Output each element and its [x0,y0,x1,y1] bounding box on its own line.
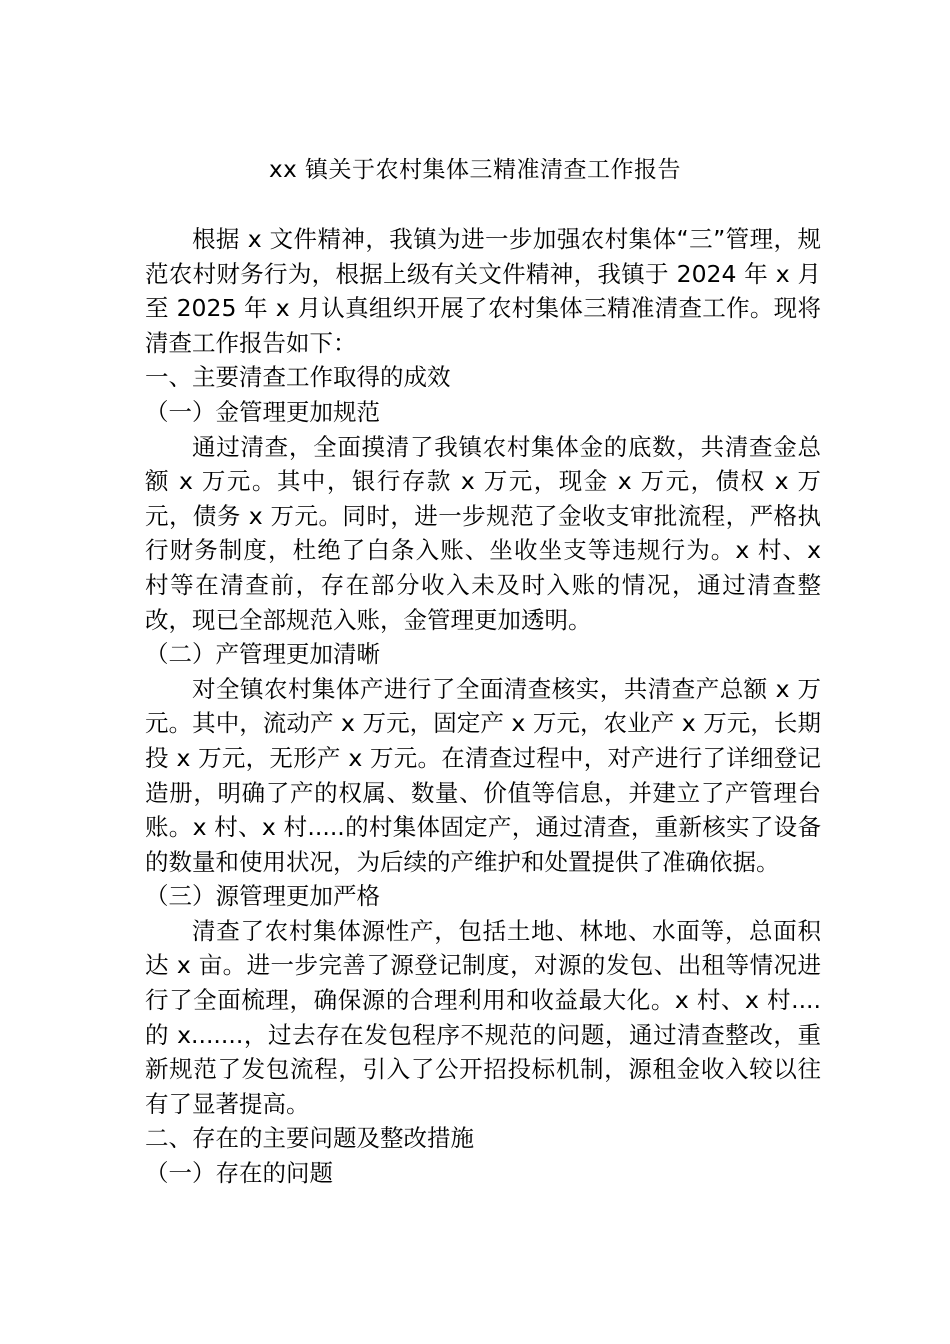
paragraph-asset-management: 对全镇农村集体产进行了全面清查核实，共清查产总额 x 万元。其中，流动产 x 万元，固定产 x 万元，农业产 x 万元，长期投 x 万元，无形产 x 万元。在清查过程中，对产进行了详细登记造册，明确了产的权属、数量、价值等信息，并建立了产管理台账。x 村、x 村.....的村集体固定产，通过清查，重新核实了设备的数量和使用状况，为后续的产维护和处置提供了准确依据。 [145,674,821,876]
section-heading-achievements: 一、主要清查工作取得的成效 [145,363,451,392]
section-heading-problems: 二、存在的主要问题及整改措施 [145,1124,474,1153]
subheading-fund-management: （一）金管理更加规范 [145,397,380,426]
subheading-asset-management: （二）产管理更加清晰 [145,640,380,669]
paragraph-resource-management: 清查了农村集体源性产，包括土地、林地、水面等，总面积达 x 亩。进一步完善了源登记制度，对源的发包、出租等情况进行了全面梳理，确保源的合理利用和收益最大化。x 村、x 村....的 x.......，过去存在发包程序不规范的问题，通过清查整改，重新规范了发包流程，引入了公开招投标机制，源租金收入较以往有了显著提高。 [145,916,821,1118]
paragraph-intro: 根据 x 文件精神，我镇为进一步加强农村集体“三”管理，规范农村财务行为，根据上级有关文件精神，我镇于 2024 年 x 月至 2025 年 x 月认真组织开展了农村集体三精准清查工作。现将清查工作报告如下： [145,225,821,357]
subheading-existing-problems: （一）存在的问题 [145,1159,333,1188]
paragraph-fund-management: 通过清查，全面摸清了我镇农村集体金的底数，共清查金总额 x 万元。其中，银行存款 x 万元，现金 x 万元，债权 x 万元，债务 x 万元。同时，进一步规范了金收支审批流程，严格执行财务制度，杜绝了白条入账、坐收坐支等违规行为。x 村、x 村等在清查前，存在部分收入未及时入账的情况，通过清查整改，现已全部规范入账，金管理更加透明。 [145,432,821,634]
document-title: xx 镇关于农村集体三精准清查工作报告 [268,157,682,183]
document-body [145,222,821,1191]
subheading-resource-management: （三）源管理更加严格 [145,882,380,911]
